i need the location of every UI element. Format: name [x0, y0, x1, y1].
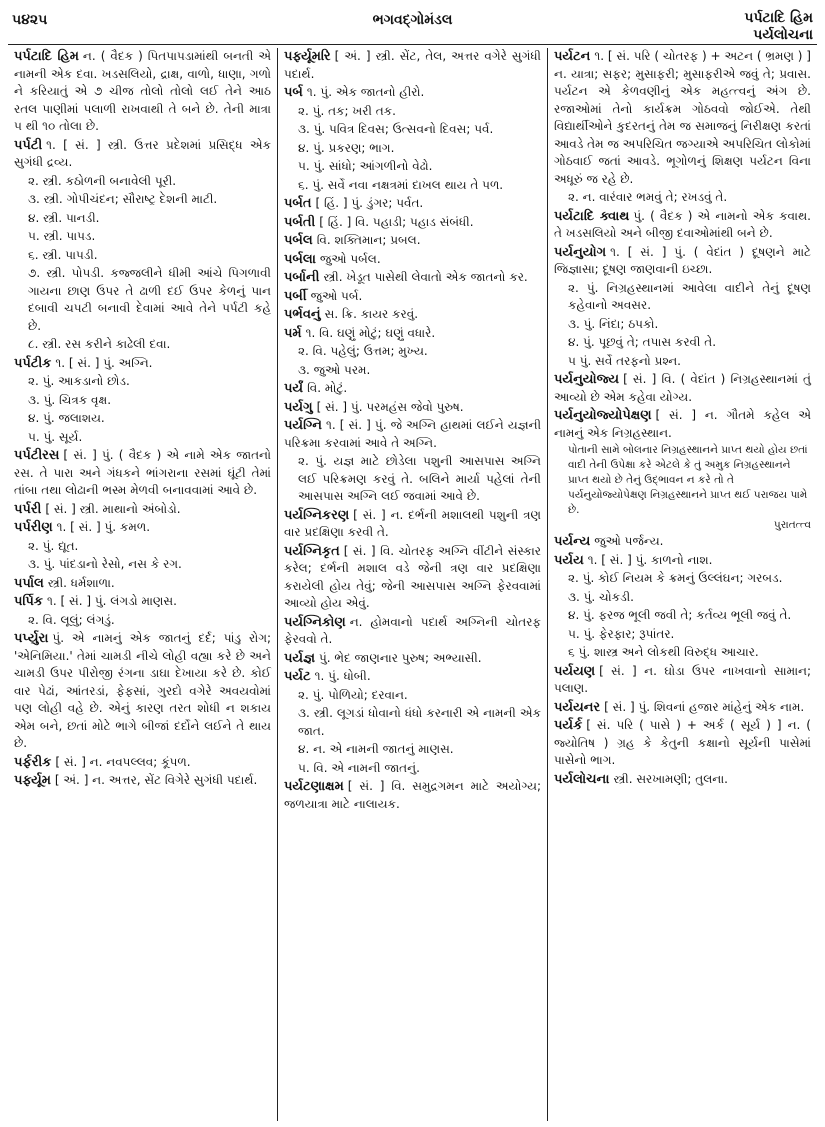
column-3 [547, 48, 817, 1121]
entry-sense [554, 353, 811, 371]
dictionary-entry [14, 575, 271, 593]
entry-sense [14, 373, 271, 391]
header-rule [8, 44, 817, 45]
entry-sense [14, 247, 271, 265]
column-1 [8, 48, 277, 1121]
entry-sense [554, 280, 811, 315]
headword: પર્યટાદિ ક્વાથ [554, 208, 630, 224]
definition-text: ૨. પું. પોળિયો; દરવાન. [298, 687, 408, 702]
dictionary-entry [554, 371, 811, 406]
definition-text: ૩. સ્ત્રી. ગોપીચંદન; સૌરાષ્ટ્ર દેશની માટી. [28, 192, 218, 206]
dictionary-entry [14, 772, 271, 790]
definition-text: ૩. પું. પાંદડાનો રેસો, નસ કે રગ. [28, 557, 182, 571]
headword: પર્પટીરસ [14, 448, 60, 463]
definition-text: ૩. સ્ત્રી. લૂગડાં ધોવાનો ધંધો કરનારી એ નામની એક જાત. [298, 706, 541, 738]
definition-text: સ્ત્રી. સરખામણી; તુલના. [613, 771, 728, 786]
headword: પર્ફ્યૂમ [14, 773, 51, 788]
headword: પર્પરી [14, 501, 42, 517]
definition-text: [ સં. ] વિ. ચોતરફ અગ્નિ વીંટીને સંસ્કાર કરેલ; દર્ભની મશાલ વડે જેની ત્રણ વાર પ્રદક્ષિણા કરાયેલી હોય તેવું; જેની આસપાસ અગ્નિ ફેરવવામાં આવ્યો હોય એવું. [284, 543, 541, 610]
note-source: પુરાતત્ત્વ [773, 519, 811, 531]
dictionary-entry [14, 630, 271, 753]
definition-text: ૨. પું. યજ્ઞ માટે છોડેલા પશુની આસપાસ અગ્નિ લઈ પરિક્રમણ કરવું તે. બલિને માર્યા પહેલાં તેની આસપાસ અગ્નિ લઈ જવામાં આવે છે. [298, 454, 541, 503]
entry-sense [284, 177, 541, 195]
definition-text: ન. ( વૈદક ) પિતપાપડામાંથી બનતી એ નામની એક દવા. ખડસલિયો, દ્રાક્ષ, વાળો, ધાણા, ગળો ને કરિયાતું એ ૭ ચીજ તોલો તોલો લઈ તેને આઠ રતલ પાણીમાં પલાળી રાખવાથી તે બને છે. તેની માત્રા ૫ થી ૧૦ તોલા છે. [14, 49, 271, 133]
headword: પર્યટન [554, 49, 591, 64]
dictionary-entry [554, 699, 811, 717]
definition-text: ૪. પું. પ્રકરણ; ભાગ. [298, 140, 395, 155]
definition-text: ૨. પું. દ્યૂત. [28, 538, 79, 553]
dictionary-entry [284, 214, 541, 232]
entry-sense [284, 140, 541, 158]
definition-text: ૧. [ સં. ] પું. કમળ. [56, 520, 151, 534]
page-number: ૫૪૨૫ [12, 12, 48, 28]
definition-text: [ સં. ] ન. નવપલ્લવ; કૂંપળ. [55, 754, 191, 769]
definition-text: [ સં. ] વિ. ( વેદાંત ) નિગ્રહસ્થાનમાં તું આવ્યો છે એમ કહેવા યોગ્ય. [554, 372, 811, 404]
headword: પર્બત [284, 196, 312, 211]
definition-text: ૫. વિ. એ નામની જાતનું. [298, 760, 420, 775]
definition-text: ૧. [ સં. ] પું. જે અગ્નિ હાથમાં લઈને યજ્ઞની પરિક્રમા કરવામાં આવે તે અગ્નિ. [284, 418, 541, 450]
headword: પર્યનુયોજ્ય [554, 372, 620, 387]
headword: પર્પરીણ [14, 520, 53, 535]
definition-text: ૩. પું. ચોકડી. [568, 589, 634, 604]
definition-text: ૫. સ્ત્રી. પાપડ. [28, 229, 96, 243]
definition-text: પું. ભેદ જાણનાર પુરુષ; અભ્યાસી. [318, 650, 482, 665]
definition-text: ૫. પું. ફેરફાર; રૂપાંતર. [568, 626, 675, 641]
definition-text: ૧. [ સં. ] પું. ( વેદાંત ) દૂષણને માટે જિજ્ઞાસા; દૂષણ જાણવાની ઇચ્છા. [554, 244, 811, 276]
entry-sense [554, 589, 811, 607]
dictionary-entry [284, 306, 541, 324]
definition-text: [ સં. ] ન. દર્ભની મશાલથી પશુની ત્રણ વાર પ્રદક્ષિણા કરવી તે. [284, 507, 541, 539]
dictionary-entry [14, 355, 271, 373]
headword: પર્યનુયોજ્યોપેક્ષણ [554, 408, 652, 423]
entry-sense [554, 334, 811, 352]
definition-text: ૧. [ સં. ] પું. લંગડો માણસ. [47, 594, 177, 608]
entry-sense [284, 687, 541, 705]
dictionary-entry [284, 614, 541, 649]
dictionary-entry [284, 399, 541, 417]
dictionary-entry [554, 771, 811, 789]
headword: પર્પટાદિ હિમ [14, 49, 79, 64]
guide-words [744, 10, 813, 44]
dictionary-entry [554, 663, 811, 698]
headword: પર્યયનર [554, 699, 601, 715]
dictionary-columns [8, 48, 817, 1121]
note-text: પોતાની સામે બોલનાર નિગ્રહસ્થાનને પ્રાપ્ત થયો હોય છતાં વાદી તેની ઉપેક્ષા કરે એટલે કે તું અમુક નિગ્રહસ્થાનને પ્રાપ્ત થયો છે તેનું ઉદ્‌ભાવન ન કરે તો તે પર્યનુયોજ્યોપેક્ષણ નિગ્રહસ્થાનને પ્રાપ્ત થઈ પરાજય પામે છે. [568, 444, 808, 516]
headword: પર્પ્યુરા [14, 631, 49, 646]
entry-sense [554, 316, 811, 334]
definition-text: [ અં. ] સ્ત્રી. સેંટ, તેલ, અત્તર વગેરે સુગંધી પદાર્થ. [284, 49, 541, 81]
entry-sense [14, 429, 271, 447]
entry-sense [284, 343, 541, 361]
dictionary-entry [284, 269, 541, 287]
definition-text: ૬. પું. સર્વે નવા નક્ષત્રમાં દાખલ થાય તે પળ. [298, 177, 504, 192]
definition-text: પું. એ નામનું એક જાતનું દર્દ; પાંડુ રોગ; 'એનિમિયા.' તેમાં ચામડી નીચે લોહી વહ્યા કરે છે અને ચામડી ઉપર પીરોજી રંગના ડાઘા દેખાયા કરે છે. કોઈ વાર પેઢાં, આંતરડાં, ફેફસાં, ગુરદો વગેરે અવયવોમાં પણ લોહી વહે છે. એનું કારણ તરત શોધી ન શકાય એમ બને, છતાં મોટે ભાગે બીજાં દર્દોને લઈને તે થાય છે. [14, 631, 271, 750]
guide-word-last: પર્યલોચના [753, 27, 813, 43]
dictionary-entry [14, 593, 271, 611]
definition-text: [ સં. ] વિ. સમુદ્રગમન માટે અયોગ્ય; જળયાત્રા માટે નાલાયક. [284, 779, 541, 811]
headword: પર્બતી [284, 214, 316, 230]
dictionary-entry [14, 519, 271, 537]
entry-sense [14, 265, 271, 335]
dictionary-entry [284, 380, 541, 398]
guide-word-first: પર્પટાદિ હિમ [744, 10, 813, 26]
headword: પર્બલ [284, 233, 313, 248]
dictionary-entry [284, 48, 541, 83]
headword: પર્યજ્ઞ [284, 650, 315, 666]
definition-text: ૨. સ્ત્રી. કઠોળની બનાવેલી પૂરી. [28, 173, 177, 188]
dictionary-entry [284, 195, 541, 213]
definition-text: જુઓ પર્જન્ય. [594, 534, 664, 548]
entry-sense [554, 189, 811, 207]
entry-sense [14, 173, 271, 191]
headword: પર્યગ્નિકરણ [284, 507, 350, 523]
definition-text: ૪. ન. એ નામની જાતનું માણસ. [298, 742, 454, 756]
dictionary-entry [284, 543, 541, 613]
dictionary-entry [554, 407, 811, 442]
definition-text: ૬. સ્ત્રી. પાપડી. [28, 247, 98, 262]
definition-text: સ. ક્રિ. કાયર કરવું. [324, 307, 419, 321]
definition-text: ૬ પું. શાસ્ત્ર અને લોકથી વિરુદ્ધ આચાર. [568, 645, 759, 659]
entry-sense [14, 612, 271, 630]
definition-text: ૨. વિ. પહેલું; ઉત્તમ; મુખ્ય. [298, 344, 428, 358]
entry-sense [284, 362, 541, 380]
headword: પર્બાની [284, 270, 320, 285]
definition-text: ૭. સ્ત્રી. પોપડી. કજ્જલીને ધીમી આંચે પિગળાવી ગાયના છાણ ઉપર તે ઢાળી દઈ ઉપર કેળનું પાન દબાવી ચપટી બનાવી દેવામાં આવે તેને પર્પટી કહે છે. [28, 266, 271, 333]
dictionary-entry [554, 244, 811, 279]
entry-sense [14, 392, 271, 410]
headword: પર્બી [284, 288, 307, 304]
headword: પર્ફરીક [14, 754, 52, 770]
definition-text: ૨. પું. આકડાનો છોડ. [28, 374, 130, 388]
headword: પર્યન્ય [554, 534, 591, 549]
dictionary-entry [284, 507, 541, 542]
entry-sense [554, 570, 811, 588]
definition-text: ૨. પું. કોઈ નિયમ કે ક્રમનું ઉલ્લંઘન; ગરબડ. [568, 571, 783, 585]
definition-text: [ હિં. ] પું. ડુંગર; પર્વત. [315, 196, 424, 210]
headword: પર્પિક [14, 594, 43, 609]
definition-text: જુઓ પર્બલ. [319, 251, 381, 266]
definition-text: ૧. [ સં. ] પું. અગ્નિ. [55, 355, 153, 370]
dictionary-entry [14, 501, 271, 519]
entry-sense [14, 191, 271, 209]
definition-text: પું. ( વૈદક ) એ નામનો એક કવાથ. તે ખડસલિયો અને બીજી દવાઓમાંથી બને છે. [554, 208, 811, 240]
definition-text: ૨. પું. નિગ્રહસ્થાનમાં આવેલા વાદીને તેનું દૂષણ કહેવાનો અવસર. [568, 280, 811, 312]
definition-text: ૨. પું. તક; ખરી તક. [298, 103, 396, 118]
headword: પર્પટીક [14, 355, 52, 371]
definition-text: ૪. સ્ત્રી. પાનડી. [28, 210, 100, 225]
definition-text: જુઓ પર્બ. [310, 288, 363, 303]
book-title: ભગવદ્ગોમંડલ [372, 12, 453, 28]
definition-text: વિ. શક્તિમાન; પ્રબલ. [316, 233, 421, 247]
definition-text: ૫. પું. સૂર્ય. [28, 429, 83, 444]
definition-text: ૪. પું. ફરજ ભૂલી જવી તે; કર્તવ્ય ભૂલી જવું તે. [568, 608, 792, 622]
headword: પર્મ [284, 325, 302, 341]
entry-sense [284, 741, 541, 759]
dictionary-entry [14, 447, 271, 500]
definition-text: [ સં. ] પું. ( વૈદક ) એ નામે એક જાતનો રસ. તે પારા અને ગંધકને ભાંગરાના રસમાં ઘૂંટી તેમાં તાંબા તથા લોઢાની ભસ્મ મેળવી બનાવવામાં આવે છે. [14, 448, 271, 497]
definition-text: ૧. [ સં. ] સ્ત્રી. ઉત્તર પ્રદેશમાં પ્રસિદ્ધ એક સુગંધી દ્રવ્ય. [14, 137, 271, 169]
dictionary-entry [284, 417, 541, 452]
definition-text: ૩. જુઓ પરમ. [298, 362, 371, 377]
column-2 [277, 48, 547, 1121]
definition-text: [ સં. ] સ્ત્રી. માથાનો અંબોડો. [45, 501, 181, 516]
headword: પર્યટણાક્ષમ [284, 779, 344, 794]
dictionary-entry [554, 48, 811, 188]
entry-sense [14, 556, 271, 574]
headword: પર્પટી [14, 137, 43, 153]
entry-sense [284, 158, 541, 176]
definition-text: ૧. પું. ધોબી. [314, 669, 371, 683]
entry-sense [554, 626, 811, 644]
entry-sense [284, 103, 541, 121]
definition-text: ૧. [ સં. પરિ ( ચોતરફ ) + અટન ( ભ્રમણ ) ] ન. યાત્રા; સફર; મુસાફરી; મુસાફરીએ જવું તે; પ્રવાસ. પર્યટન એ કેળવણીનું એક મહત્ત્વનું અંગ છે. રજાઓમાં તેનો કાર્યક્રમ ગોઠવવો જોઈએ. તેથી વિદ્યાર્થીઓને કુદરતનું તેમ જ સમાજનું નિરીક્ષણ કરતાં આવડે તેમ જ અપરિચિત જગ્યાએ અપરિચિત લોકોમાં ગોઠવાઈ જતાં આવડે. ભૂગોળનું શિક્ષણ પર્યટન વિના અધૂરું જ રહે છે. [554, 49, 811, 186]
definition-text: ૧. પું. એક જાતનો હીરો. [306, 85, 425, 99]
dictionary-entry [284, 288, 541, 306]
headword: પર્બલા [284, 251, 316, 267]
headword: પર્યલોચના [554, 771, 610, 787]
definition-text: [ અં. ] ન. અત્તર, સેંટ વિગેરે સુગંધી પદાર્થ. [54, 773, 258, 787]
definition-text: ૩. પું. ચિત્રક વૃક્ષ. [28, 392, 112, 407]
dictionary-entry [284, 650, 541, 668]
definition-text: વિ. મોટું. [307, 381, 348, 395]
entry-note [554, 443, 811, 533]
headword: પર્યયણ [554, 663, 596, 679]
dictionary-entry [284, 84, 541, 102]
dictionary-entry [284, 251, 541, 269]
definition-text: [ સં. પરિ ( પાસે ) + અર્ક ( સૂર્ય ) ] ન. ( જ્યોતિષ ) ગ્રહ કે કેતુની કક્ષાનો સૂર્યની પાસેમાં પાસેનો ભાગ. [554, 718, 811, 767]
dictionary-entry [554, 552, 811, 570]
headword: પર્યં [284, 381, 304, 396]
headword: પર્યટ [284, 669, 311, 684]
headword: પર્બ [284, 85, 303, 100]
definition-text: ન. હોમવાનો પદાર્થ અગ્નિની ચોતરફ ફેરવવો તે. [284, 614, 541, 646]
definition-text: ૩. પું. પવિત્ર દિવસ; ઉત્સવનો દિવસ; પર્વ. [298, 122, 494, 136]
headword: પર્યગ્નિ [284, 418, 322, 433]
definition-text: ૫. પું. સાંધો; આંગળીનો વેઢો. [298, 159, 433, 173]
definition-text: [ હિં. ] વિ. પહાડી; પહાડ સંબંધી. [319, 214, 474, 229]
dictionary-entry [14, 137, 271, 172]
headword: પર્યગ્નિકોણ [284, 614, 346, 630]
dictionary-entry [14, 48, 271, 136]
definition-text: [ સં. ] પું. પરમહંસ જેવો પુરુષ. [316, 399, 464, 414]
entry-sense [284, 453, 541, 506]
dictionary-entry [284, 232, 541, 250]
entry-sense [284, 760, 541, 778]
definition-text: [ સં. ] ન. ગૌતમે કહેલ એ નામનું એક નિગ્રહસ્થાન. [554, 408, 811, 440]
definition-text: ૮. સ્ત્રી. રસ કરીને કાઢેલી દવા. [28, 337, 171, 351]
headword: પર્ભવનું [284, 307, 321, 322]
entry-sense [14, 538, 271, 556]
dictionary-entry [554, 533, 811, 551]
headword: પર્ફ્યૂમરિ [284, 49, 331, 64]
definition-text: ૪. પું. જલાશય. [28, 411, 105, 425]
definition-text: ૪. પું. પૂછવું તે; તપાસ કરવી તે. [568, 335, 717, 349]
entry-sense [554, 644, 811, 662]
entry-sense [284, 121, 541, 139]
headword: પર્યર્ક [554, 718, 583, 733]
page-header [8, 8, 817, 44]
definition-text: ૫ પું. સર્વે તરફનો પ્રશ્ન. [568, 353, 681, 368]
headword: પર્યગુ [284, 399, 313, 415]
entry-sense [14, 228, 271, 246]
headword: પર્યનુયોગ [554, 244, 607, 260]
definition-text: ૧. વિ. ઘણું મોટું; ઘણું વધારે. [305, 325, 436, 340]
entry-sense [14, 336, 271, 354]
dictionary-entry [284, 668, 541, 686]
definition-text: [ સં. ] ન. ઘોડા ઉપર નાખવાનો સામાન; પલાણ. [554, 663, 811, 695]
headword: પર્પાલ [14, 575, 44, 591]
dictionary-entry [284, 325, 541, 343]
definition-text: ૨. વિ. લૂલું; લંગડું. [28, 612, 115, 627]
entry-sense [284, 705, 541, 740]
definition-text: સ્ત્રી. ધર્મશાળા. [47, 575, 115, 590]
dictionary-entry [284, 778, 541, 813]
dictionary-entry [554, 208, 811, 243]
entry-sense [14, 210, 271, 228]
definition-text: સ્ત્રી. ખેડૂત પાસેથી લેવાતો એક જાતનો કર. [323, 270, 528, 284]
definition-text: ૨. ન. વારંવાર ભમવું તે; રખડવું તે. [568, 190, 728, 204]
definition-text: ૧. [ સં. ] પું. કાળનો નાશ. [587, 552, 713, 567]
dictionary-entry [14, 754, 271, 772]
headword: પર્યય [554, 552, 584, 568]
definition-text: [ સં. ] પું. શિવનાં હજાર માંહેનું એક નામ. [604, 699, 805, 714]
entry-sense [14, 410, 271, 428]
definition-text: ૩. પું. નિંદા; ઠપકો. [568, 316, 659, 331]
headword: પર્યગ્નિકૃત [284, 543, 340, 559]
dictionary-entry [554, 717, 811, 770]
entry-sense [554, 607, 811, 625]
